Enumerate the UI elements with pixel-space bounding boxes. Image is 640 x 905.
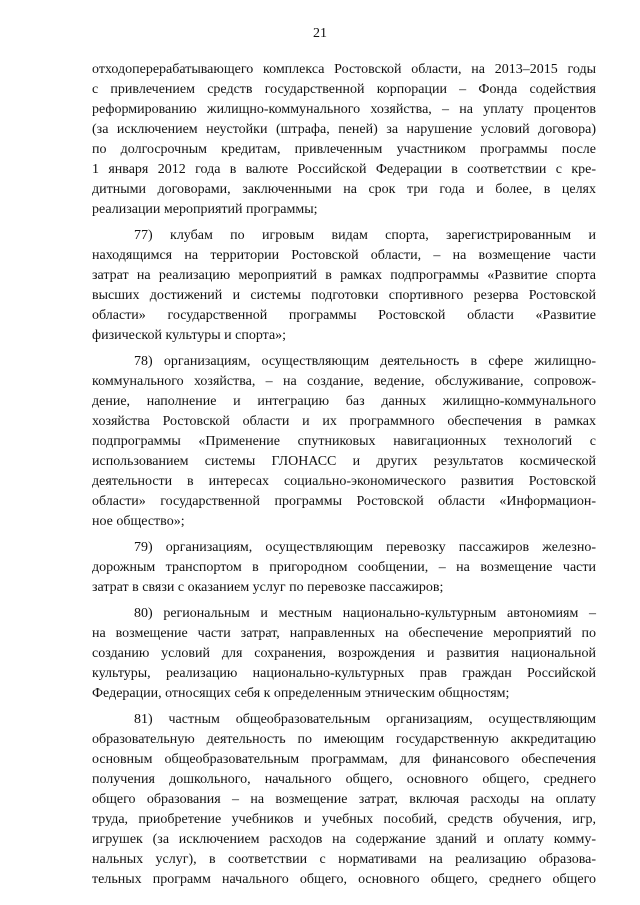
list-item-80 bbox=[92, 604, 596, 704]
text-line: культуры, реализацию национально-культурных прав граждан Российской bbox=[92, 666, 596, 681]
text-line: 80) региональным и местным национально-культурным автономиям – bbox=[134, 606, 596, 621]
document-body bbox=[92, 60, 596, 890]
text-line: 78) организациям, осуществляющим деятельность в сфере жилищно- bbox=[134, 354, 596, 369]
text-line: затрат на реализацию мероприятий в рамках подпрограммы «Развитие спорта bbox=[92, 268, 596, 283]
text-line: 81) частным общеобразовательным организациям, осуществляющим bbox=[134, 712, 596, 727]
page-number: 21 bbox=[313, 26, 327, 41]
text-line: отходоперерабатывающего комплекса Ростовской области, на 2013–2015 годы bbox=[92, 62, 596, 77]
text-line: труда, приобретение учебников и учебных пособий, средств обучения, игр, bbox=[92, 812, 596, 827]
text-line: коммунального хозяйства, – на создание, ведение, обслуживание, сопровож- bbox=[92, 374, 596, 389]
text-line: ное общество»; bbox=[92, 514, 185, 529]
paragraph bbox=[92, 60, 596, 220]
text-line: 1 января 2012 года в валюте Российской Федерации в соответствии с кре- bbox=[92, 162, 596, 177]
text-line: деятельности в интересах социально-экономического развития Ростовской bbox=[92, 474, 596, 489]
text-line: дорожным транспортом в пригородном сообщении, – на возмещение части bbox=[92, 560, 596, 575]
list-item-78 bbox=[92, 352, 596, 532]
list-item-77 bbox=[92, 226, 596, 346]
text-line: с привлечением средств государственной корпорации – Фонда содействия bbox=[92, 82, 596, 97]
text-line: тельных программ начального общего, основного общего, среднего общего bbox=[92, 872, 596, 887]
text-line: области» государственной программы Ростовской области «Развитие bbox=[92, 308, 596, 323]
text-line: основным общеобразовательным программам, для финансового обеспечения bbox=[92, 752, 596, 767]
text-line: находящимся на территории Ростовской области, – на возмещение части bbox=[92, 248, 596, 263]
text-line: 77) клубам по игровым видам спорта, зарегистрированным и bbox=[134, 228, 596, 243]
text-line: дение, наполнение и интеграцию баз данных жилищно-коммунального bbox=[92, 394, 596, 409]
text-line: затрат в связи с оказанием услуг по перевозке пассажиров; bbox=[92, 580, 444, 595]
text-line: получения дошкольного, начального общего, основного общего, среднего bbox=[92, 772, 596, 787]
text-line: высших достижений и системы подготовки спортивного резерва Ростовской bbox=[92, 288, 596, 303]
text-line: образовательную деятельность по имеющим государственную аккредитацию bbox=[92, 732, 596, 747]
list-item-79 bbox=[92, 538, 596, 598]
text-line: реформированию жилищно-коммунального хозяйства, – на уплату процентов bbox=[92, 102, 596, 117]
text-line: физической культуры и спорта»; bbox=[92, 328, 287, 343]
text-line: на возмещение части затрат, направленных на обеспечение мероприятий по bbox=[92, 626, 596, 641]
text-line: хозяйства Ростовской области и их программного обеспечения в рамках bbox=[92, 414, 596, 429]
text-line: подпрограммы «Применение спутниковых навигационных технологий с bbox=[92, 434, 596, 449]
text-line: Федерации, относящих себя к определенным этническим общностям; bbox=[92, 686, 510, 701]
text-line: дитными договорами, заключенными на срок три года и более, в целях bbox=[92, 182, 596, 197]
text-line: нальных услуг), в соответствии с нормативами на реализацию образова- bbox=[92, 852, 596, 867]
text-line: (за исключением неустойки (штрафа, пеней) за нарушение условий договора) bbox=[92, 122, 596, 137]
text-line: по долгосрочным кредитам, привлеченным участником программы после bbox=[92, 142, 596, 157]
text-line: игрушек (за исключением расходов на содержание зданий и оплату комму- bbox=[92, 832, 596, 847]
text-line: 79) организациям, осуществляющим перевозку пассажиров железно- bbox=[134, 540, 596, 555]
text-line: общего образования – на возмещение затрат, включая расходы на оплату bbox=[92, 792, 596, 807]
text-line: созданию условий для сохранения, возрождения и развития национальной bbox=[92, 646, 596, 661]
text-line: реализации мероприятий программы; bbox=[92, 202, 318, 217]
text-line: области» государственной программы Ростовской области «Информацион- bbox=[92, 494, 596, 509]
list-item-81 bbox=[92, 710, 596, 890]
text-line: использованием системы ГЛОНАСС и других результатов космической bbox=[92, 454, 596, 469]
